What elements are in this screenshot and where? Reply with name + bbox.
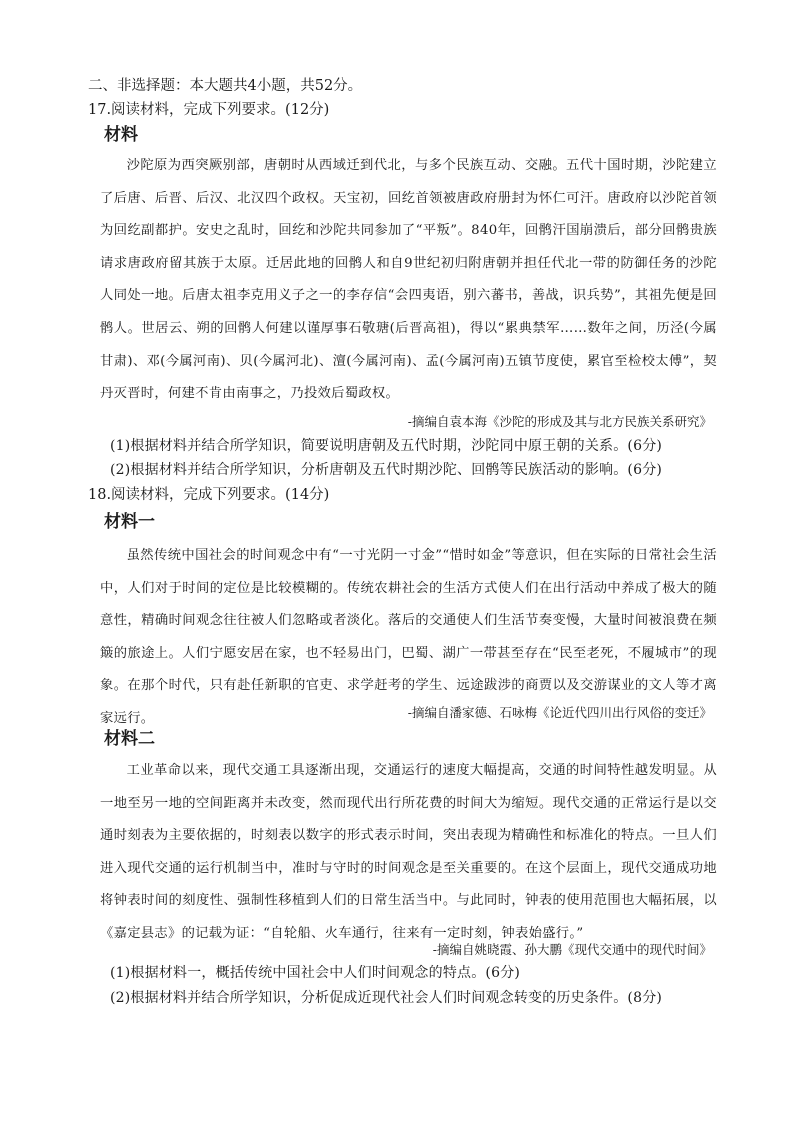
- section-header: 二、非选择题：本大题共4小题，共52分。: [88, 78, 363, 94]
- q17-subquestion-2: (2)根据材料并结合所学知识，分析唐朝及五代时期沙陀、回鹘等民族活动的影响。(6分): [110, 462, 663, 478]
- q18-subquestion-2: (2)根据材料并结合所学知识，分析促成近现代社会人们时间观念转变的历史条件。(8分): [110, 990, 663, 1006]
- question-18-title: 18.阅读材料，完成下列要求。(14分): [88, 487, 330, 503]
- question-17-title: 17.阅读材料，完成下列要求。(12分): [88, 102, 330, 118]
- q18-material1-source: -摘编自潘家德、石咏梅《论近代四川出行风俗的变迁》: [407, 705, 712, 720]
- q17-material-label: 材料: [104, 125, 138, 145]
- q17-source: -摘编自袁本海《沙陀的形成及其与北方民族关系研究》: [407, 414, 712, 429]
- q17-subquestion-1: (1)根据材料并结合所学知识，简要说明唐朝及五代时期，沙陀同中原王朝的关系。(6分): [110, 438, 663, 454]
- q18-material2-text: 工业革命以来，现代交通工具逐渐出现，交通运行的速度大幅提高，交通的时间特性越发明显。从一地至另一地的空间距离并未改变，然而现代出行所花费的时间大为缩短。现代交通的正常运行是以交通时刻表为主要依据的，时刻表以数字的形式表示时间，突出表现为精确性和标准化的特点。一旦人们进入现代交通的运行机制当中，准时与守时的时间观念是至关重要的。在这个层面上，现代交通成功地将钟表时间的刻度性、强制性移植到人们的日常生活当中。与此同时，钟表的使用范围也大幅拓展，以《嘉定县志》的记载为证：“自轮船、火车通行，往来有一定时刻，钟表始盛行。”: [100, 763, 717, 941]
- q18-subquestion-1: (1)根据材料一，概括传统中国社会中人们时间观念的特点。(6分): [110, 965, 521, 981]
- q18-material1-label: 材料一: [104, 512, 155, 532]
- q17-material-text: 沙陀原为西突厥别部，唐朝时从西域迁到代北，与多个民族互动、交融。五代十国时期，沙陀建立了后唐、后晋、后汉、北汉四个政权。天宝初，回纥首领被唐政府册封为怀仁可汗。唐政府以沙陀首领为回纥副都护。安史之乱时，回纥和沙陀共同参加了“平叛”。840年，回鹘汗国崩溃后，部分回鹘贵族请求唐政府留其族于太原。迁居此地的回鹘人和自9世纪初归附唐朝并担任代北一带的防御任务的沙陀人同处一地。后唐太祖李克用义子之一的李存信“会四夷语，别六蕃书，善战，识兵势”，其祖先便是回鹘人。世居云、朔的回鹘人何建以谨厚事石敬瑭(后晋高祖)，得以“累典禁军……数年之间，历泾(今属甘肃)、邓(今属河南)、贝(今属河北)、澶(今属河南)、孟(今属河南)五镇节度使，累官至检校太傅”，契丹灭晋时，何建不肯由南事之，乃投效后蜀政权。: [100, 158, 717, 402]
- q18-material1-text: 虽然传统中国社会的时间观念中有“一寸光阴一寸金”“惜时如金”等意识，但在实际的日常社会生活中，人们对于时间的定位是比较模糊的。传统农耕社会的生活方式使人们在出行活动中养成了极大的随意性，精确时间观念往往被人们忽略或者淡化。落后的交通使人们生活节奏变慢，大量时间被浪费在频簸的旅途上。人们宁愿安居在家，也不轻易出门，巴蜀、湖广一带甚至存在“民至老死，不履城市”的现象。在那个时代，只有赴任新职的官吏、求学赶考的学生、远途跋涉的商贾以及交游谋业的文人等才离家远行。: [100, 548, 717, 726]
- q18-material2-source: -摘编自姚晓霞、孙大鹏《现代交通中的现代时间》: [432, 942, 712, 957]
- q18-material2-label: 材料二: [104, 729, 155, 749]
